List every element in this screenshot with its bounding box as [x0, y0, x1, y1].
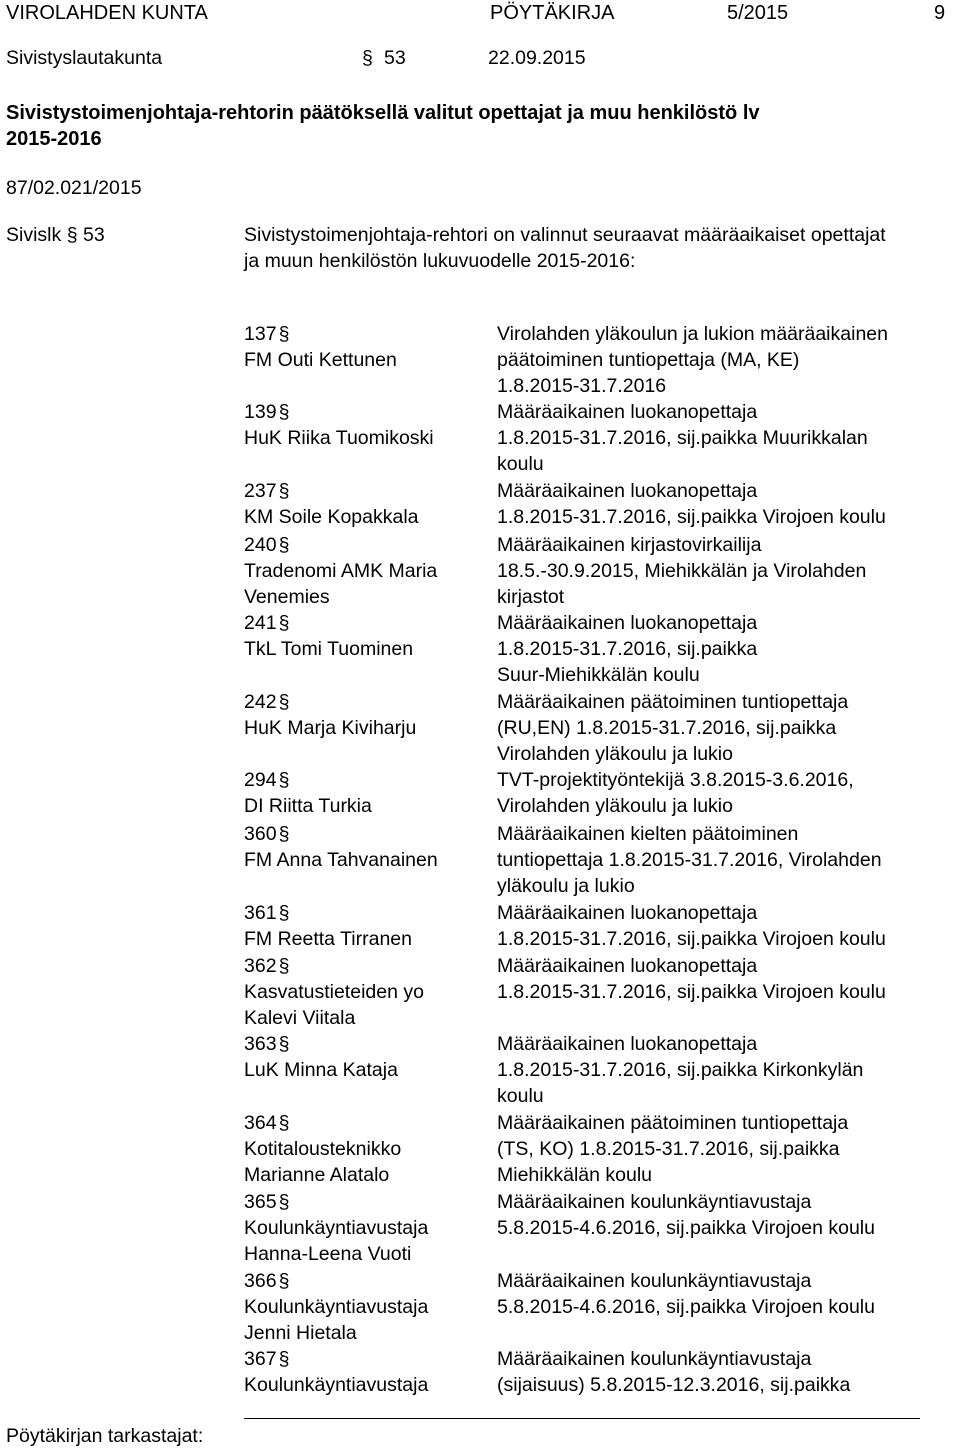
appointment-description-line: Määräaikainen koulunkäyntiavustaja — [497, 1191, 812, 1213]
appointment-description-line: Määräaikainen luokanopettaja — [497, 902, 758, 924]
section-symbol-icon: § — [66, 224, 78, 246]
appointment-person — [244, 689, 489, 741]
appointment-person-line: FM Reetta Tirranen — [244, 928, 412, 950]
appointment-person-line: Marianne Alatalo — [244, 1164, 390, 1186]
appointment-description — [497, 1110, 957, 1188]
appointment-person — [244, 767, 489, 819]
appointment-description — [497, 767, 957, 819]
appointment-description-line: 5.8.2015-4.6.2016, sij.paikka Virojoen koulu — [497, 1296, 875, 1318]
appointment-description — [497, 1346, 957, 1398]
appointment-description-line: Määräaikainen luokanopettaja — [497, 1033, 758, 1055]
document-type: PÖYTÄKIRJA — [490, 2, 615, 24]
section-symbol-icon: § — [362, 47, 373, 69]
appointment-description — [497, 1268, 957, 1320]
appointment-description — [497, 821, 957, 899]
appointment-description — [497, 321, 957, 399]
appointment-number-line — [244, 478, 489, 504]
appointment-number-line — [244, 821, 489, 847]
appointment-description-line: Suur-Miehikkälän koulu — [497, 664, 700, 686]
appointment-number: 365 — [244, 1191, 277, 1213]
reference-number: 87/02.021/2015 — [6, 177, 142, 199]
appointment-person-line: Tradenomi AMK Maria — [244, 560, 438, 582]
appointment-number: 242 — [244, 691, 277, 713]
section-symbol-icon: § — [278, 612, 290, 634]
title-line-1: Sivistystoimenjohtaja-rehtorin päätöksellä valitut opettajat ja muu henkilöstö lv — [6, 102, 760, 124]
appointment-number: 360 — [244, 823, 277, 845]
footer-label: Pöytäkirjan tarkastajat: — [6, 1425, 204, 1447]
intro-line-2: ja muun henkilöstön lukuvuodelle 2015-2016: — [244, 250, 636, 272]
appointment-description-line: Virolahden yläkoulu ja lukio — [497, 743, 733, 765]
appointment-description — [497, 1031, 957, 1109]
appointment-number-line — [244, 689, 489, 715]
title-line-2: 2015-2016 — [6, 128, 102, 150]
appointment-person-line: Kasvatustieteiden yo — [244, 981, 424, 1003]
appointment-person-line: TkL Tomi Tuominen — [244, 638, 414, 660]
appointment-number: 363 — [244, 1033, 277, 1055]
appointment-description-line: Määräaikainen luokanopettaja — [497, 480, 758, 502]
appointment-description-line: (TS, KO) 1.8.2015-31.7.2016, sij.paikka — [497, 1138, 840, 1160]
appointment-number-line — [244, 1031, 489, 1057]
appointment-description-line: 1.8.2015-31.7.2016, sij.paikka Kirkonkylän — [497, 1059, 864, 1081]
appointment-person-line: Venemies — [244, 586, 330, 608]
appointment-description-line: koulu — [497, 1085, 544, 1107]
document-number: 5/2015 — [727, 2, 789, 24]
appointment-person — [244, 321, 489, 373]
appointment-description-line: Virolahden yläkoulu ja lukio — [497, 795, 733, 817]
appointment-description — [497, 478, 957, 530]
appointment-person-line: HuK Marja Kiviharju — [244, 717, 417, 739]
appointment-number-line — [244, 1346, 489, 1372]
appointment-number: 240 — [244, 534, 277, 556]
appointment-description-line: 1.8.2015-31.7.2016 — [497, 375, 667, 397]
appointment-description-line: 1.8.2015-31.7.2016, sij.paikka — [497, 638, 758, 660]
appointment-description-line: 1.8.2015-31.7.2016, sij.paikka Virojoen koulu — [497, 506, 886, 528]
appointment-number-line — [244, 767, 489, 793]
appointment-description — [497, 399, 957, 477]
section-symbol-icon: § — [278, 769, 290, 791]
appointment-person — [244, 1110, 489, 1188]
appointment-number: 237 — [244, 480, 277, 502]
section-symbol-icon: § — [278, 323, 290, 345]
page-number: 9 — [934, 2, 946, 24]
section-symbol-icon: § — [278, 955, 290, 977]
appointment-person-line: Koulunkäyntiavustaja — [244, 1217, 429, 1239]
appointment-description-line: Määräaikainen kirjastovirkailija — [497, 534, 762, 556]
appointment-description-line: Määräaikainen luokanopettaja — [497, 401, 758, 423]
appointment-description — [497, 953, 957, 1005]
appointment-description-line: Virolahden yläkoulun ja lukion määräaikainen — [497, 323, 888, 345]
appointment-description — [497, 1189, 957, 1241]
appointment-person-line: HuK Riika Tuomikoski — [244, 427, 434, 449]
appointment-description — [497, 900, 957, 952]
section-ref-label: Sivislk — [6, 224, 62, 246]
appointment-number: 294 — [244, 769, 277, 791]
appointment-description-line: tuntiopettaja 1.8.2015-31.7.2016, Virolahden — [497, 849, 882, 871]
appointment-person-line: LuK Minna Kataja — [244, 1059, 398, 1081]
appointment-description-line: Määräaikainen päätoiminen tuntiopettaja — [497, 691, 849, 713]
footer-divider — [244, 1418, 920, 1419]
appointment-description-line: 5.8.2015-4.6.2016, sij.paikka Virojoen koulu — [497, 1217, 875, 1239]
section-ref-number: 53 — [82, 224, 105, 246]
appointment-description-line: TVT-projektityöntekijä 3.8.2015-3.6.2016, — [497, 769, 854, 791]
section-symbol-icon: § — [278, 823, 290, 845]
appointment-number-line — [244, 1268, 489, 1294]
appointment-person — [244, 1031, 489, 1083]
appointment-description-line: yläkoulu ja lukio — [497, 875, 635, 897]
appointment-person-line: Kalevi Viitala — [244, 1007, 356, 1029]
appointment-number-line — [244, 399, 489, 425]
appointment-description-line: kirjastot — [497, 586, 565, 608]
appointment-number-line — [244, 1110, 489, 1136]
section-reference — [6, 222, 105, 248]
appointment-number-line — [244, 610, 489, 636]
appointment-description-line: (RU,EN) 1.8.2015-31.7.2016, sij.paikka — [497, 717, 837, 739]
section-symbol-icon: § — [278, 1348, 290, 1370]
appointment-description-line: Määräaikainen päätoiminen tuntiopettaja — [497, 1112, 849, 1134]
appointment-person-line: Hanna-Leena Vuoti — [244, 1243, 412, 1265]
appointment-description-line: Määräaikainen luokanopettaja — [497, 612, 758, 634]
board-name: Sivistyslautakunta — [6, 47, 163, 69]
appointment-person — [244, 821, 489, 873]
appointment-number-line — [244, 532, 489, 558]
appointment-number-line — [244, 953, 489, 979]
appointment-number: 137 — [244, 323, 277, 345]
appointment-description-line: Määräaikainen koulunkäyntiavustaja — [497, 1348, 812, 1370]
appointment-person-line: KM Soile Kopakkala — [244, 506, 419, 528]
appointment-description-line: Määräaikainen luokanopettaja — [497, 955, 758, 977]
section-symbol-icon: § — [278, 691, 290, 713]
appointment-description — [497, 532, 957, 610]
section-symbol-icon: § — [278, 902, 290, 924]
appointment-description-line: päätoiminen tuntiopettaja (MA, KE) — [497, 349, 800, 371]
appointment-number: 364 — [244, 1112, 277, 1134]
appointment-description-line: 1.8.2015-31.7.2016, sij.paikka Virojoen koulu — [497, 928, 886, 950]
appointment-person — [244, 399, 489, 451]
meeting-date: 22.09.2015 — [488, 47, 586, 69]
document-title — [6, 100, 760, 152]
appointment-description — [497, 610, 957, 688]
section-symbol-icon: § — [278, 480, 290, 502]
appointment-person — [244, 1189, 489, 1267]
appointment-description-line: (sijaisuus) 5.8.2015-12.3.2016, sij.paikka — [497, 1374, 851, 1396]
appointment-description — [497, 689, 957, 767]
section-symbol-icon: § — [278, 1033, 290, 1055]
appointment-person-line: Kotitalousteknikko — [244, 1138, 402, 1160]
appointment-number: 367 — [244, 1348, 277, 1370]
appointment-number: 362 — [244, 955, 277, 977]
appointment-person — [244, 1346, 489, 1398]
section-symbol-icon: § — [278, 534, 290, 556]
appointment-number-line — [244, 321, 489, 347]
section-symbol-icon: § — [278, 401, 290, 423]
appointment-description-line: koulu — [497, 453, 544, 475]
appointment-number: 241 — [244, 612, 277, 634]
appointment-person-line: Jenni Hietala — [244, 1322, 357, 1344]
section-symbol-icon: § — [278, 1191, 290, 1213]
appointment-description-line: Miehikkälän koulu — [497, 1164, 653, 1186]
appointment-person-line: FM Anna Tahvanainen — [244, 849, 438, 871]
appointment-number-line — [244, 900, 489, 926]
appointment-person — [244, 532, 489, 610]
appointment-person-line: DI Riitta Turkia — [244, 795, 372, 817]
appointment-description-line: 18.5.-30.9.2015, Miehikkälän ja Virolahden — [497, 560, 867, 582]
appointment-person — [244, 1268, 489, 1346]
appointment-person — [244, 478, 489, 530]
intro-line-1: Sivistystoimenjohtaja-rehtori on valinnut seuraavat määräaikaiset opettajat — [244, 224, 886, 246]
appointment-description-line: 1.8.2015-31.7.2016, sij.paikka Muurikkalan — [497, 427, 868, 449]
appointment-number: 139 — [244, 401, 277, 423]
intro-text — [244, 222, 886, 274]
appointment-person-line: FM Outi Kettunen — [244, 349, 397, 371]
municipality-name: VIROLAHDEN KUNTA — [6, 2, 208, 24]
appointment-person — [244, 953, 489, 1031]
appointment-person-line: Koulunkäyntiavustaja — [244, 1296, 429, 1318]
appointment-number-line — [244, 1189, 489, 1215]
section-symbol-icon: § — [278, 1270, 290, 1292]
appointment-number: 366 — [244, 1270, 277, 1292]
appointment-number: 361 — [244, 902, 277, 924]
appointment-description-line: 1.8.2015-31.7.2016, sij.paikka Virojoen koulu — [497, 981, 886, 1003]
appointment-person — [244, 900, 489, 952]
appointment-description-line: Määräaikainen koulunkäyntiavustaja — [497, 1270, 812, 1292]
appointment-person-line: Koulunkäyntiavustaja — [244, 1374, 429, 1396]
section-symbol-icon: § — [278, 1112, 290, 1134]
appointment-person — [244, 610, 489, 662]
appointment-description-line: Määräaikainen kielten päätoiminen — [497, 823, 799, 845]
section-number: 53 — [384, 47, 406, 69]
